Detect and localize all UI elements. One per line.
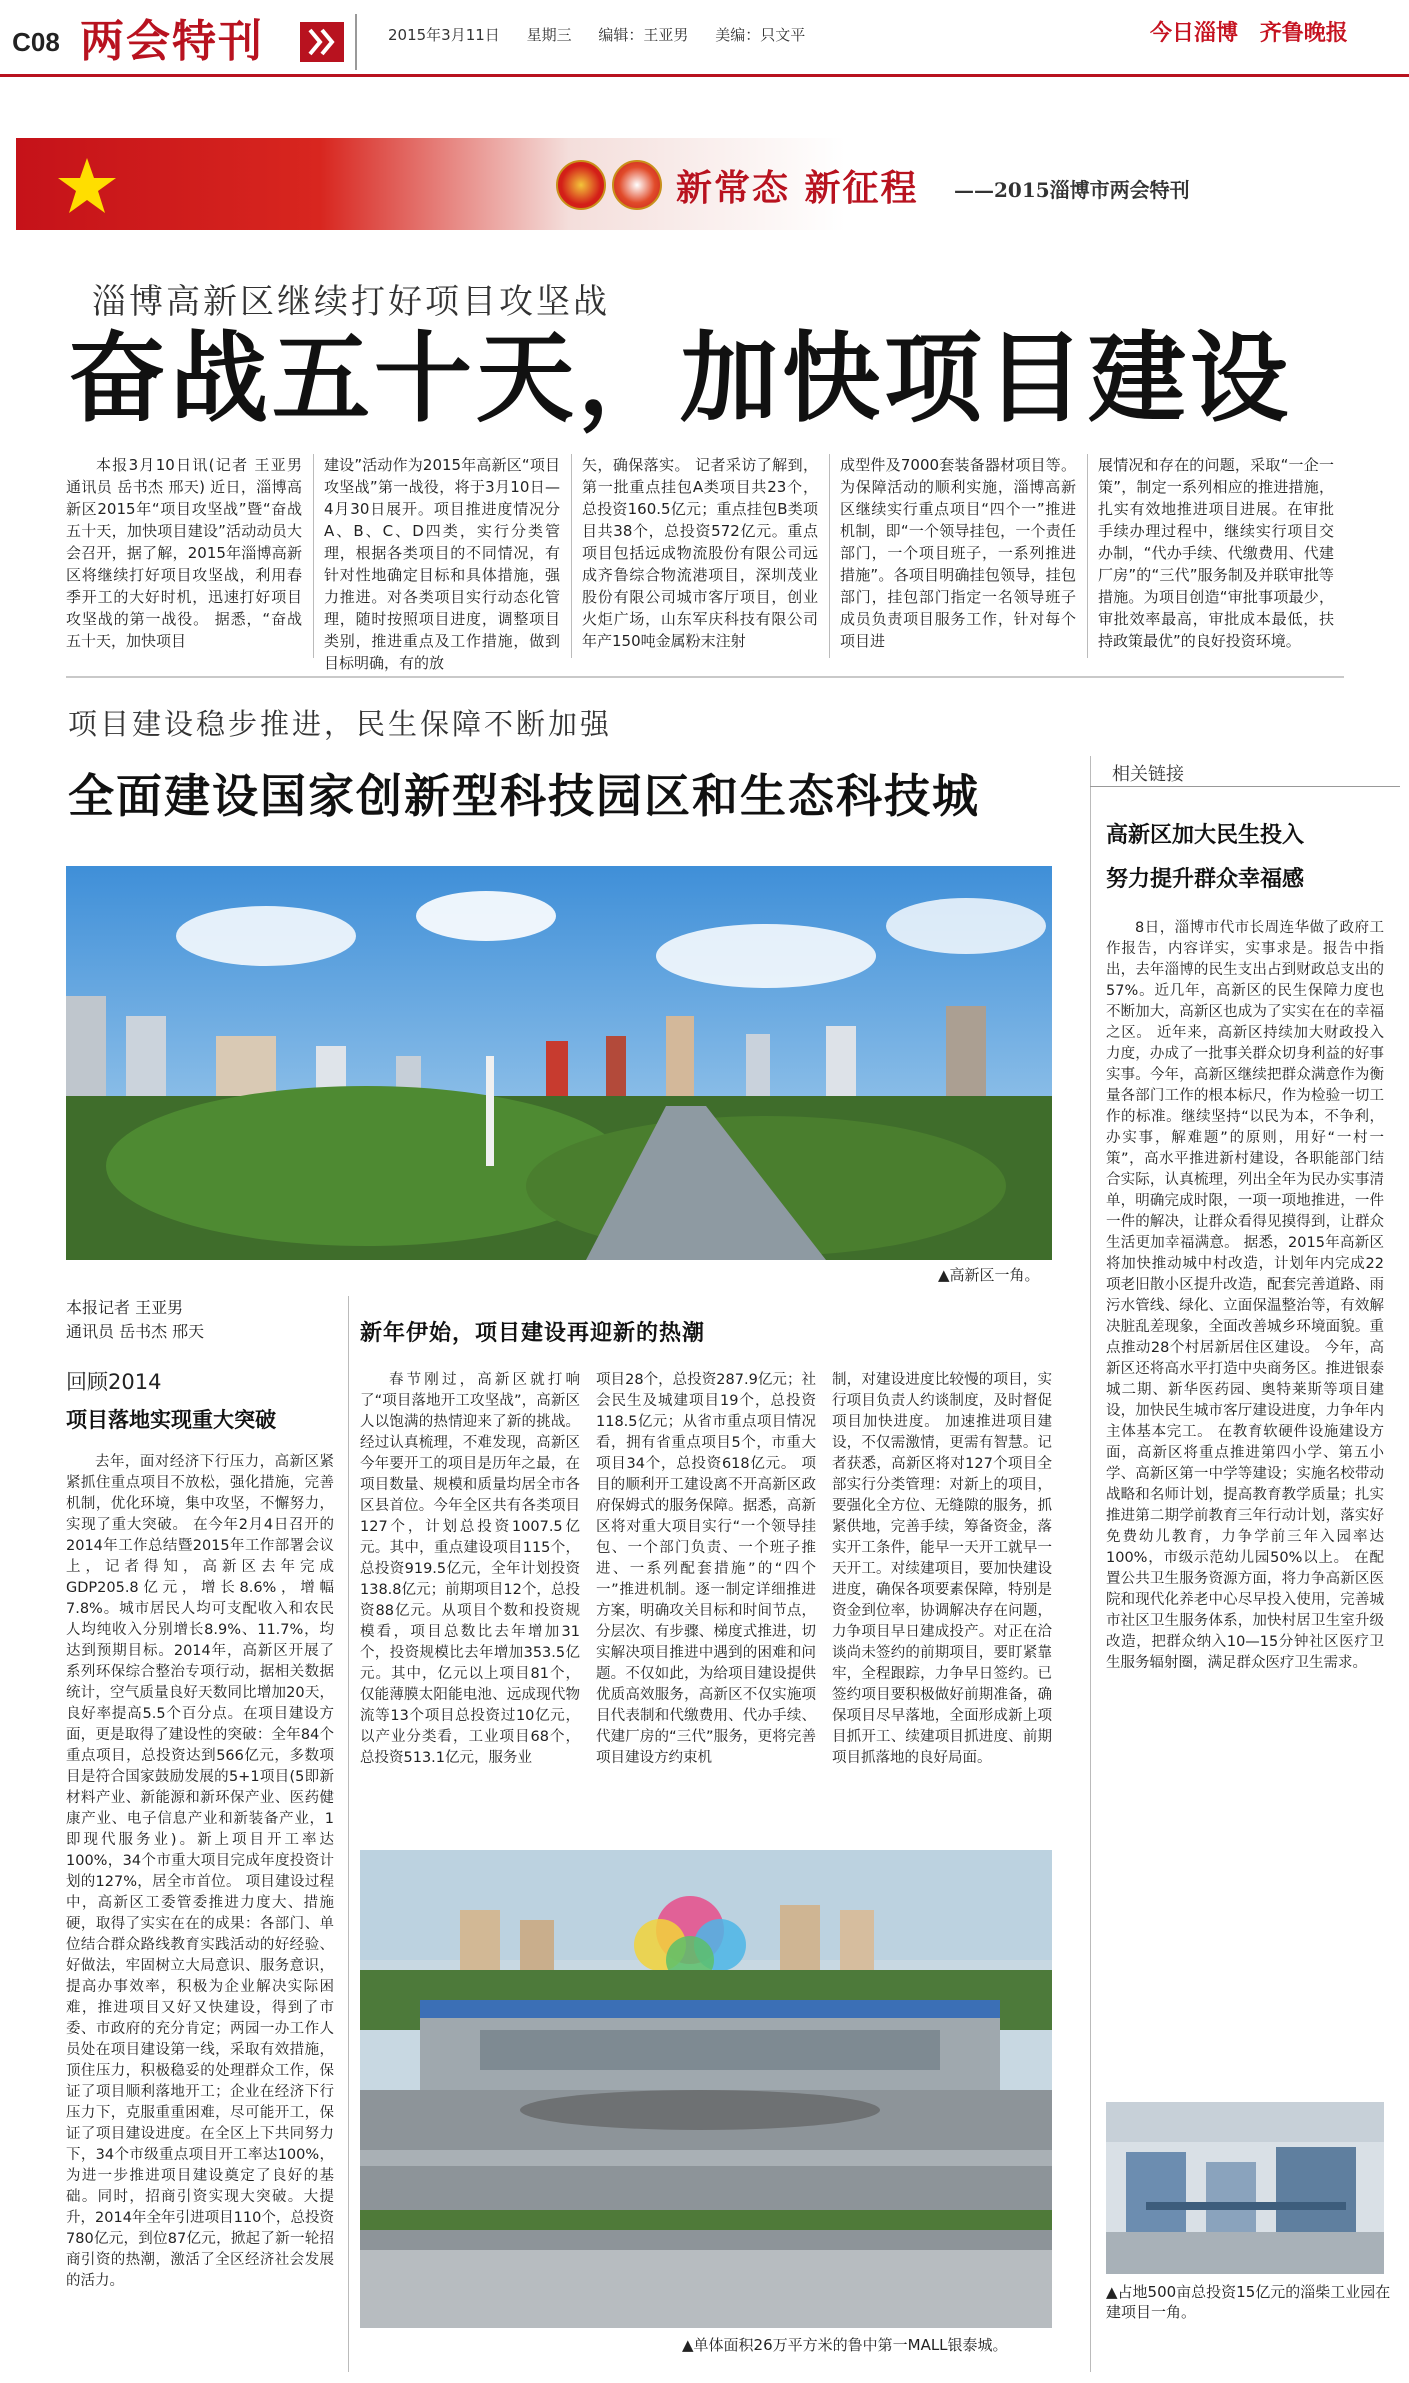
- editor-credit: 编辑：王亚男: [598, 26, 689, 44]
- photo2-caption: ▲单体面积26万平方米的鲁中第一MALL银泰城。: [682, 2336, 1008, 2354]
- column-rule: [1087, 454, 1088, 658]
- sidebar-body: 8日，淄博市代市长周连华做了政府工作报告，内容详实，实事求是。报告中指出，去年淄博的民生支出占到财政总支出的57%。近几年，高新区的民生保障力度也不断加大，高新区也成为了实实在在的幸福之区。 近年来，高新区持续加大财政投入力度，办成了一批事关群众切身利益的好事实事。今年，高新区继续把群众满意作为衡量各部门工作的根本标尺，作为检验一切工作的标准。继续坚持“以民为本，不争利，办实事，解难题”的原则，用好“一村一策”，高水平推进新村建设，各职能部门结合实际，认真梳理，列出全年为民办实事清单，明确完成时限，一项一项地推进，一件一件的解决，让群众看得见摸得到，让群众生活更加幸福满意。 据悉，2015年高新区将加快推动城中村改造，计划年内完成22项老旧散小区提升改造，配套完善道路、雨污水管线、绿化、立面保温整治等，有效解决脏乱差现象，全面改善城乡环境面貌。重点推动28个村居新居住区建设。 今年，高新区还将高水平打造中央商务区。推进银泰城二期、新华医药园、奥特莱斯等项目建设，加快民生城市客厅建设进度，力争年内主体基本完工。 在教育软硬件设施建设方面，高新区将重点推进第四小学、第五小学、高新区第一中学等建设；实施名校带动战略和名师计划，提高教育教学质量；扎实推进第二期学前教育三年行动计划，落实好免费幼儿教育，力争学前三年入园率达100%，市级示范幼儿园50%以上。 在配置公共卫生服务资源方面，将力争高新区医院和现代化养老中心尽早投入使用，完善城市社区卫生服务体系，加快村居卫生室升级改造，把群众纳入10—15分钟社区医疗卫生服务辐射圈，满足群众医疗卫生需求。: [1106, 920, 1384, 1671]
- intime-mall-photo: [360, 1850, 1052, 2328]
- double-chevron-icon: [300, 22, 344, 62]
- newspaper-brand: [1150, 16, 1362, 47]
- byline-reporter: 本报记者 王亚男: [66, 1298, 184, 1317]
- byline-correspondents: 通讯员 岳书杰 邢天: [66, 1322, 205, 1341]
- column-rule: [571, 454, 572, 658]
- article1-headline: 奋战五十天，加快项目建设: [68, 322, 1293, 436]
- banner-subtitle: ——2015淄博市两会特刊: [954, 178, 1190, 202]
- review-column: 去年，面对经济下行压力，高新区紧紧抓住重点项目不放松，强化措施，完善机制，优化环境，集中攻坚，不懈努力，实现了重大突破。 在今年2月4日召开的2014年工作总结暨2015年工作部署会议上，记者得知，高新区去年完成GDP205.8亿元，增长8.6%，增幅7.8%。城市居民人均可支配收入和农民人均纯收入分别增长8.9%、11.7%，均达到预期目标。2014年，高新区开展了系列环保综合整治专项行动，据相关数据统计，空气质量良好天数同比增加20天，良好率提高5.5个百分点。在项目建设方面，更是取得了建设性的突破：全年84个重点项目，总投资达到566亿元，多数项目是符合国家鼓励发展的5+1项目(5即新材料产业、新能源和新环保产业、医药健康产业、电子信息产业和新装备产业，1即现代服务业)。新上项目开工率达100%，34个市重大项目完成年度投资计划的127%，居全市首位。 项目建设过程中，高新区工委管委推进力度大、措施硬，取得了实实在在的成果：各部门、单位结合群众路线教育实践活动的好经验、好做法，牢固树立大局意识、服务意识，提高办事效率，积极为企业解决实际困难，推进项目又好又快建设，得到了市委、市政府的充分肯定；两园一办工作人员处在项目建设第一线，采取有效措施，顶住压力，积极稳妥的处理群众工作，保证了项目顺利落地开工；企业在经济下行压力下，克服重重困难，尽可能开工，保证了项目建设进度。在全区上下共同努力下，34个市级重点项目开工率达100%，为进一步推进项目建设奠定了良好的基础。同时，招商引资实现大突破。大提升，2014年全年引进项目110个，总投资780亿元，到位87亿元，掀起了新一轮招商引资的热潮，激活了全区经济社会发展的活力。: [66, 1454, 334, 2289]
- sidebar-label: 相关链接: [1112, 764, 1184, 785]
- review-kicker: 回顾2014: [66, 1370, 162, 1394]
- article2-column-d: 制，对建设进度比较慢的项目，实行项目负责人约谈制度，及时督促项目加快进度。 加速推进项目建设，不仅需激情，更需有智慧。记者获悉，高新区将对127个项目全部实行分类管理：对新上的项目，要强化全方位、无缝隙的服务，抓紧供地，完善手续，筹备资金，落实开工条件，能早一天开工就早一天开工。对续建项目，要加快建设进度，确保各项要素保障，特别是资金到位率，协调解决存在问题，力争项目早日建成投产。对正在洽谈尚未签约的前期项目，要盯紧靠牢，全程跟踪，力争早日签约。已签约项目要积极做好前期准备，确保项目尽早落地，全面形成新上项目抓开工、续建项目抓进度、前期项目抓落地的良好局面。: [832, 1372, 1052, 1766]
- article1-kicker: 淄博高新区继续打好项目攻坚战: [92, 282, 610, 322]
- column-rule: [348, 1296, 349, 2372]
- article2-column-c: 项目28个，总投资287.9亿元；社会民生及城建项目19个，总投资118.5亿元；从省市重点项目情况看，拥有省重点项目5个，市重大项目34个，总投资618亿元。 项目的顺利开工建设离不开高新区政府保姆式的服务保障。据悉，高新区将对重大项目实行“一个领导挂包、一个部门负责、一个班子推进、一系列配套措施”的“四个一”推进机制。逐一制定详细推进方案，明确攻关目标和时间节点，分层次、有步骤、梯度式推进，切实解决项目推进中遇到的困难和问题。不仅如此，为给项目建设提供优质高效服务，高新区不仅实施项目代表制和代缴费用、代办手续、代建厂房的“三代”服务，更将完善项目建设方约束机: [596, 1372, 816, 1766]
- brand-local: 今日淄博: [1150, 20, 1239, 46]
- article1-column-3: 矢，确保落实。 记者采访了解到，第一批重点挂包A类项目共23个，总投资160.5亿元；重点挂包B类项目共38个，总投资572亿元。重点项目包括远成物流股份有限公司远成齐鲁综合物流港项目，深圳茂业股份有限公司城市客厅项目，创业火炬广场，山东军庆科技有限公司年产150吨金属粉末注射: [582, 456, 818, 650]
- issue-date: 2015年3月11日: [388, 26, 500, 44]
- issue-weekday: 星期三: [526, 26, 572, 44]
- brand-paper: 齐鲁晚报: [1259, 20, 1348, 46]
- sidebar-rule: [1090, 756, 1091, 2372]
- sidebar-heading-line1: 高新区加大民生投入: [1106, 823, 1305, 848]
- industrial-park-photo: [1106, 2102, 1384, 2274]
- article2-subheading: 新年伊始，项目建设再迎新的热潮: [360, 1321, 706, 1346]
- article2-byline: [66, 1296, 204, 1344]
- header-meta: [388, 24, 827, 45]
- star-icon: [56, 156, 118, 220]
- photo3-caption: ▲占地500亩总投资15亿元的淄柴工业园在建项目一角。: [1106, 2283, 1391, 2321]
- page-number: C08: [12, 27, 60, 57]
- article2-kicker: 项目建设稳步推进，民生保障不断加强: [68, 707, 613, 741]
- article1-column-2: 建设”活动作为2015年高新区“项目攻坚战”第一战役，将于3月10日—4月30日展开。项目推进度情况分A、B、C、D四类，实行分类管理，根据各类项目的不同情况，有针对性地确定目标和具体措施，强力推进。对各类项目实行动态化管理，随时按照项目进度，调整项目类别，推进重点及工作措施，做到目标明确，有的放: [324, 456, 560, 672]
- header-rule: [0, 74, 1409, 77]
- hi-tech-zone-skyline-photo: [66, 866, 1052, 1260]
- sidebar-heading-line2: 努力提升群众幸福感: [1106, 867, 1305, 892]
- cppcc-emblem-icon: [612, 160, 662, 210]
- column-rule: [829, 454, 830, 658]
- photo1-caption: ▲高新区一角。: [938, 1266, 1040, 1284]
- banner-slogan: 新常态 新征程: [676, 167, 919, 209]
- article1-column-4: 成型件及7000套装备器材项目等。 为保障活动的顺利实施，淄博高新区继续实行重点项目“四个一”推进机制，即“一个领导挂包，一个责任部门，一个项目班子，一系列推进措施”。各项目明确挂包领导，挂包部门，挂包部门指定一名领导班子成员负责项目服务工作，针对每个项目进: [840, 456, 1076, 650]
- article2-headline: 全面建设国家创新型科技园区和生态科技城: [68, 769, 980, 823]
- header-divider: [355, 14, 357, 70]
- section-divider: [66, 676, 1344, 678]
- article1-column-1: 本报3月10日讯(记者 王亚男 通讯员 岳书杰 邢天) 近日，淄博高新区2015年“项目攻坚战”暨“奋战五十天，加快项目建设”活动动员大会召开，据了解，2015年淄博高新区将继续打好项目攻坚战，利用春季开工的大好时机，迅速打好项目攻坚战的第一战役。 据悉，“奋战五十天，加快项目: [66, 456, 302, 650]
- review-heading: 项目落地实现重大突破: [66, 1408, 276, 1432]
- special-issue-banner: [16, 138, 1398, 230]
- article1-column-5: 展情况和存在的问题，采取“一企一策”，制定一系列相应的推进措施，扎实有效地推进项目进展。在审批手续办理过程中，继续实行项目交办制，“代办手续、代缴费用、代建厂房”的“三代”服务制及并联审批等措施。为项目创造“审批事项最少，审批效率最高，审批成本最低，扶持政策最优”的良好投资环境。: [1098, 456, 1334, 650]
- designer-credit: 美编：只文平: [715, 26, 806, 44]
- section-title: 两会特刊: [80, 16, 264, 67]
- column-rule: [313, 454, 314, 658]
- national-emblem-icon: [556, 160, 606, 210]
- article2-column-b: 春节刚过，高新区就打响了“项目落地开工攻坚战”，高新区人以饱满的热情迎来了新的挑战。经过认真梳理，不难发现，高新区今年要开工的项目是历年之最，在项目数量、规模和质量均居全市各区县首位。今年全区共有各类项目127个，计划总投资1007.5亿元。其中，重点建设项目115个，总投资919.5亿元，全年计划投资138.8亿元；前期项目12个，总投资88亿元。从项目个数和投资规模看，项目总数比去年增加31个，投资规模比去年增加353.5亿元。其中，亿元以上项目81个，仅能薄膜太阳能电池、远成现代物流等13个项目总投资过10亿元，以产业分类看，工业项目68个，总投资513.1亿元，服务业: [360, 1372, 580, 1766]
